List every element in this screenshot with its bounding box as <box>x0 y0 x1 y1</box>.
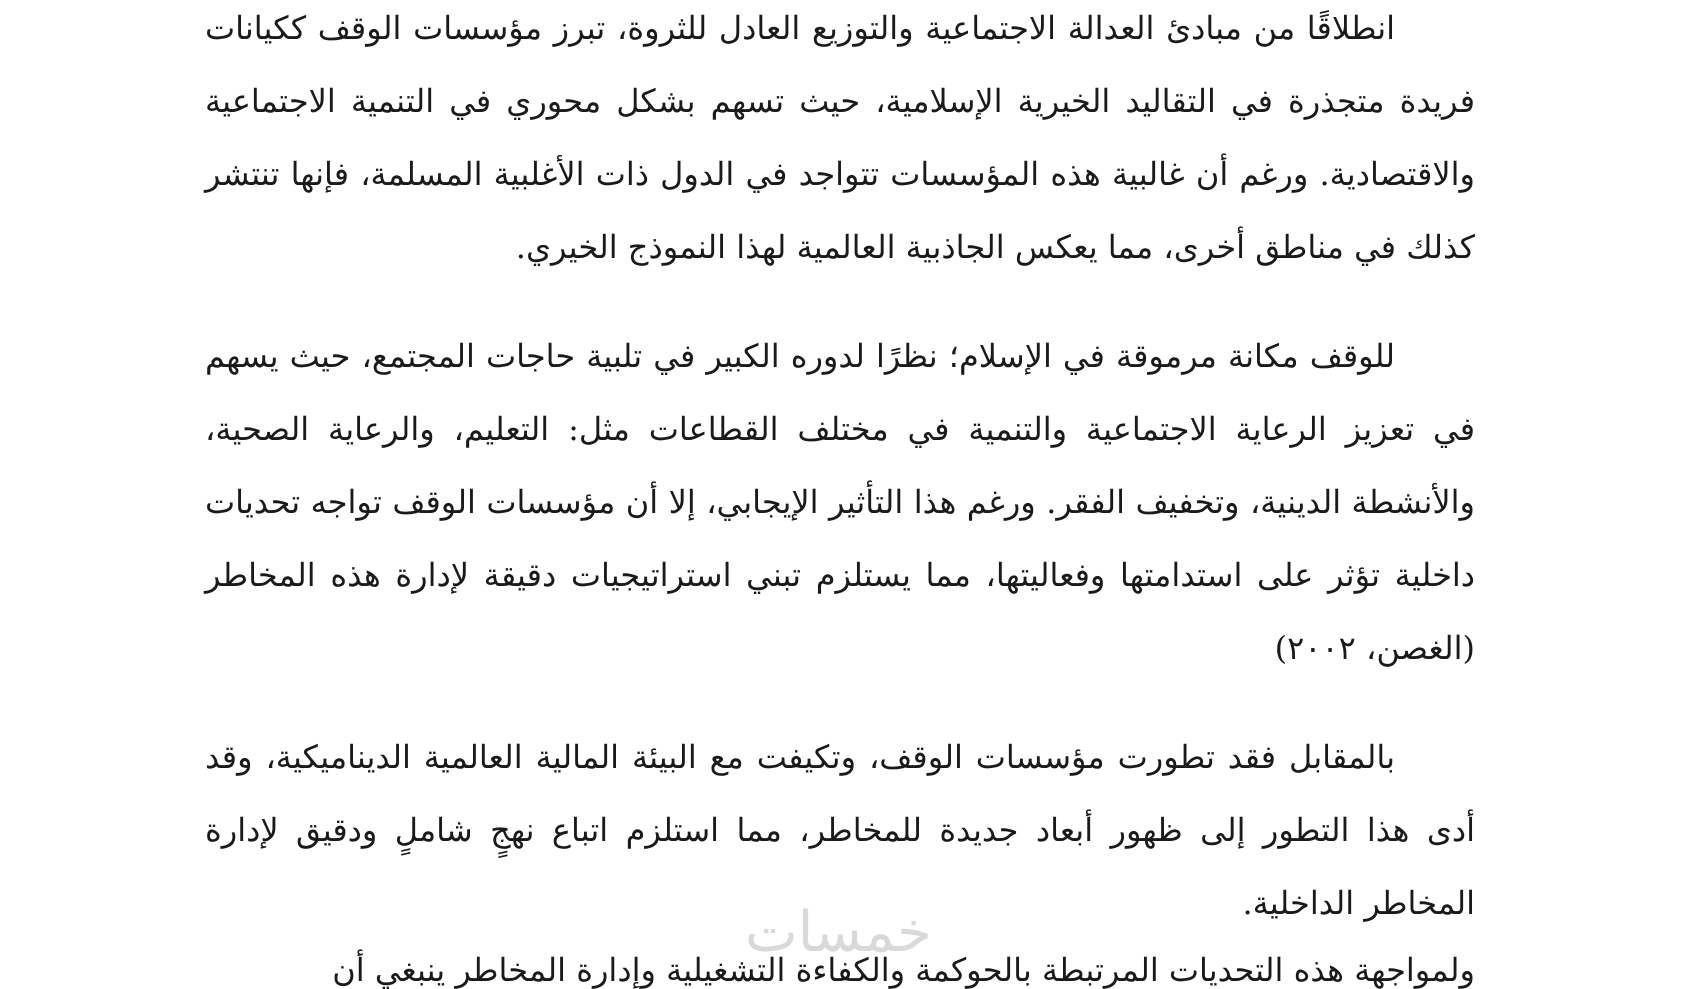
watermark-logo: خمسات <box>745 900 932 965</box>
paragraph-2: للوقف مكانة مرموقة في الإسلام؛ نظرًا لدوره الكبير في تلبية حاجات المجتمع، حيث يسهم في تعزيز الرعاية الاجتماعية والتنمية في مختلف القطاعات مثل: التعليم، والرعاية الصحية، والأنشطة الدينية، وتخفيف الفقر. ورغم هذا التأثير الإيجابي، إلا أن مؤسسات الوقف تواجه تحديات داخلية تؤثر على استدامتها وفعاليتها، مما يستلزم تبني استراتيجيات دقيقة لإدارة هذه المخاطر (الغصن، ٢٠٠٢) <box>205 337 1476 667</box>
paragraph-1: انطلاقًا من مبادئ العدالة الاجتماعية والتوزيع العادل للثروة، تبرز مؤسسات الوقف ككيانات فريدة متجذرة في التقاليد الخيرية الإسلامية، حيث تسهم بشكل محوري في التنمية الاجتماعية والاقتصادية. ورغم أن غالبية هذه المؤسسات تتواجد في الدول ذات الأغلبية المسلمة، فإنها تنتشر كذلك في مناطق أخرى، مما يعكس الجاذبية العالمية لهذا النموذج الخيري. <box>205 9 1475 266</box>
partial-next-line: ولمواجهة هذه التحديات المرتبطة بالحوكمة والكفاءة التشغيلية وإدارة المخاطر ينبغي أن <box>332 951 1475 989</box>
document-body <box>205 0 1475 940</box>
paragraph-3: بالمقابل فقد تطورت مؤسسات الوقف، وتكيفت مع البيئة المالية العالمية الديناميكية، وقد أدى هذا التطور إلى ظهور أبعاد جديدة للمخاطر، مما استلزم اتباع نهجٍ شاملٍ ودقيق لإدارة المخاطر الداخلية. <box>205 738 1475 922</box>
